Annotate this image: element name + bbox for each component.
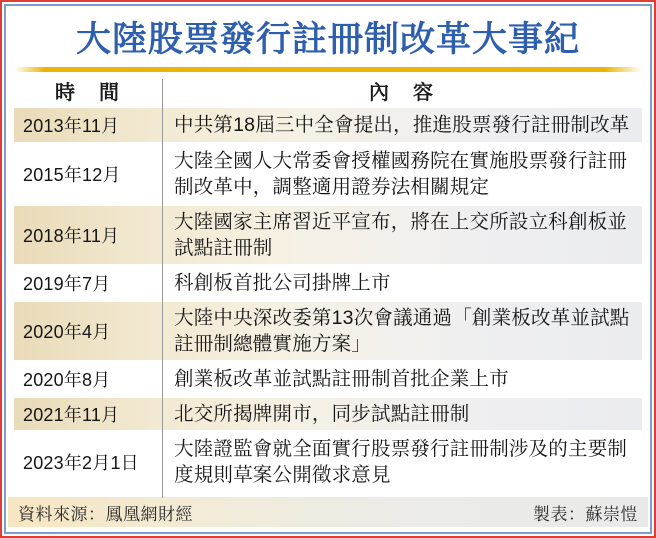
row-time: 2013年11月 — [23, 116, 120, 136]
table-row — [14, 363, 642, 395]
row-content: 大陸證監會就全面實行股票發行註冊制涉及的主要制度規則草案公開徵求意見 — [174, 438, 628, 486]
table-header-row — [14, 75, 642, 106]
title-underline-rule — [14, 67, 642, 72]
row-time: 2021年11月 — [23, 405, 120, 425]
infographic-inner-frame — [4, 4, 652, 534]
table-row — [14, 302, 642, 360]
row-time: 2015年12月 — [23, 165, 121, 185]
row-time: 2019年7月 — [23, 274, 111, 294]
row-time: 2020年4月 — [23, 322, 111, 342]
column-header-time: 時 間 — [55, 82, 121, 104]
row-content: 大陸國家主席習近平宣布，將在上交所設立科創板並試點註冊制 — [174, 211, 628, 259]
table-row — [14, 398, 642, 430]
column-divider-line — [162, 79, 163, 498]
table-row — [14, 267, 642, 299]
row-time: 2020年8月 — [23, 370, 111, 390]
table-row — [14, 206, 642, 264]
row-content: 創業板改革並試點註冊制首批企業上市 — [174, 368, 509, 390]
footer-bar — [8, 497, 648, 527]
table-row — [14, 433, 642, 491]
table-row — [14, 145, 642, 203]
page-title: 大陸股票發行註冊制改革大事紀 — [75, 20, 580, 59]
row-content: 大陸全國人大常委會授權國務院在實施股票發行註冊制改革中，調整適用證券法相關規定 — [174, 150, 628, 198]
table-row — [14, 108, 642, 142]
row-content: 科創板首批公司掛牌上市 — [174, 272, 391, 294]
column-header-content: 內 容 — [369, 82, 435, 104]
data-source-note: 資料來源：鳳凰網財經 — [18, 504, 193, 524]
row-content: 北交所揭牌開市，同步試點註冊制 — [174, 403, 470, 425]
table-body — [14, 108, 642, 491]
row-time: 2023年2月1日 — [23, 453, 139, 473]
row-time: 2018年11月 — [23, 226, 120, 246]
table-credit-note: 製表：蘇崇愷 — [533, 504, 638, 524]
row-content: 中共第18屆三中全會提出，推進股票發行註冊制改革 — [174, 114, 630, 136]
row-content: 大陸中央深改委第13次會議通過「創業板改革並試點註冊制總體實施方案」 — [174, 307, 630, 355]
